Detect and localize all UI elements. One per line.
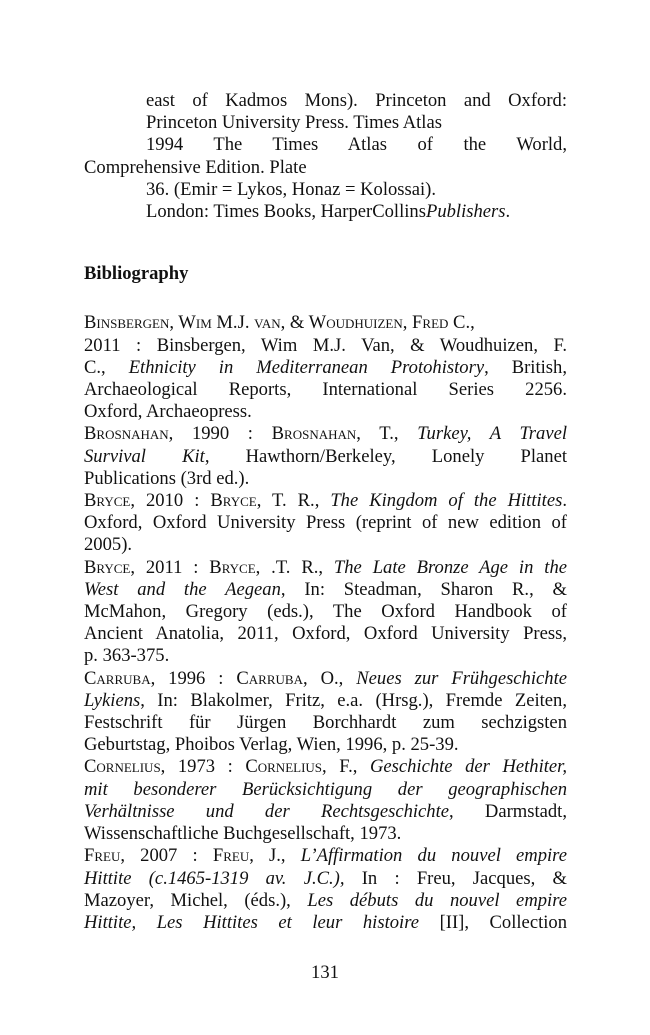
text-line: Archaeological Reports, International Series 2256. [84, 379, 567, 401]
text-line: Cornelius, 1973 : Cornelius, F., Geschichte der Hethiter, [84, 756, 568, 778]
page-body [84, 90, 567, 934]
text-line: Survival Kit, Hawthorn/Berkeley, Lonely Planet [84, 445, 567, 467]
top-entry [84, 90, 567, 223]
text-line: Bryce, 2010 : Bryce, T. R., The Kingdom of the Hittites. [84, 490, 567, 512]
text-line: Wissenschaftliche Buchgesellschaft, 1973. [84, 823, 402, 845]
text-line: Festschrift für Jürgen Borchhardt zum sechzigsten [84, 712, 567, 734]
text-line: Hittite (c.1465-1319 av. J.C.), In : Freu, Jacques, & [84, 867, 567, 889]
text-line: Verhältnisse und der Rechtsgeschichte, Darmstadt, [84, 800, 567, 822]
text-line: 1994 The Times Atlas of the World, [146, 134, 567, 156]
text-line: Ancient Anatolia, 2011, Oxford, Oxford University Press, [84, 623, 567, 645]
bib-entry [84, 423, 567, 490]
text-line: McMahon, Gregory (eds.), The Oxford Handbook of [84, 601, 567, 623]
text-line: Oxford, Oxford University Press (reprint of new edition of [84, 512, 567, 534]
text-line: Publications (3rd ed.). [84, 467, 250, 489]
text-line: Bryce, 2011 : Bryce, .T. R., The Late Bronze Age in the [84, 556, 567, 578]
bib-entry [84, 668, 567, 757]
text-line: Lykiens, In: Blakolmer, Fritz, e.a. (Hrsg.), Fremde Zeiten, [84, 689, 567, 711]
page-number: 131 [311, 962, 339, 983]
text-line: 2005). [84, 534, 133, 556]
bib-entry [84, 490, 567, 557]
text-line: Comprehensive Edition. Plate [84, 156, 307, 178]
text-line: Brosnahan, 1990 : Brosnahan, T., Turkey, A Travel [84, 423, 567, 445]
text-line: Freu, 2007 : Freu, J., L’Affirmation du nouvel empire [84, 845, 567, 867]
text-line: 36. (Emir = Lykos, Honaz = Kolossai). [146, 178, 437, 200]
text-line: p. 363-375. [84, 645, 170, 667]
bib-entry [84, 312, 567, 423]
text-line: east of Kadmos Mons). Princeton and Oxford: [146, 90, 567, 111]
text-line: Oxford, Archaeopress. [84, 401, 252, 423]
text-line: Hittite, Les Hittites et leur histoire [II], Collection [84, 911, 567, 933]
text-line: London: Times Books, HarperCollinsPublishers. [146, 201, 511, 223]
text-line: Mazoyer, Michel, (éds.), Les débuts du nouvel empire [84, 889, 568, 911]
text-line: Binsbergen, Wim M.J. van, & Woudhuizen, Fred C., [84, 312, 475, 334]
bib-entry [84, 557, 567, 668]
text-line: West and the Aegean, In: Steadman, Sharon R., & [84, 578, 567, 600]
text-line: C., Ethnicity in Mediterranean Protohistory, British, [84, 356, 567, 378]
text-line: Geburtstag, Phoibos Verlag, Wien, 1996, p. 25-39. [84, 734, 459, 756]
bib-entry [84, 845, 567, 934]
section-heading: Bibliography [84, 263, 189, 285]
text-line: 2011 : Binsbergen, Wim M.J. Van, & Woudhuizen, F. [84, 334, 567, 356]
text-line: Princeton University Press. Times Atlas [146, 112, 442, 134]
text-line: mit besonderer Berücksichtigung der geographischen [84, 778, 567, 800]
text-line: Carruba, 1996 : Carruba, O., Neues zur Frühgeschichte [84, 667, 567, 689]
bib-entry [84, 756, 567, 845]
